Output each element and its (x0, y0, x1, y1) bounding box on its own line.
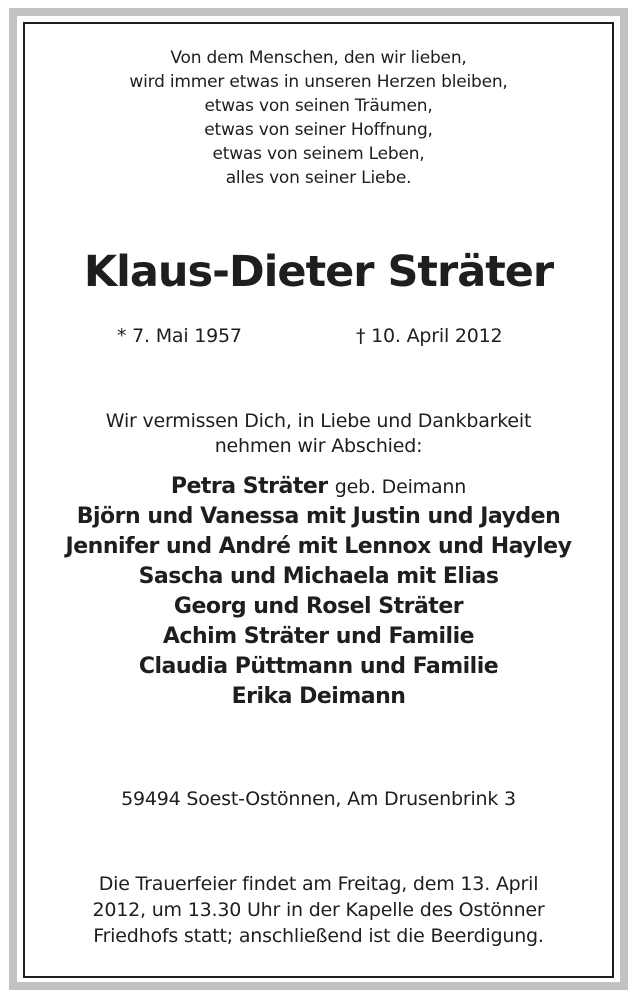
mourner-name: Björn und Vanessa mit Justin und Jayden (76, 504, 561, 529)
mourner-name (25, 472, 612, 502)
maiden-name: geb. Deimann (334, 476, 467, 498)
poem-line: wird immer etwas in unseren Herzen bleiben, (129, 72, 508, 92)
funeral-info-line: 2012, um 13.30 Uhr in der Kapelle des Ostönner (92, 899, 545, 921)
funeral-info-line: Die Trauerfeier findet am Freitag, dem 13. April (98, 873, 539, 895)
obituary-content (25, 24, 612, 976)
mourner-name: Achim Sträter und Familie (162, 624, 475, 649)
birth-date: * 7. Mai 1957 (117, 325, 242, 347)
mourner-primary: Petra Sträter (170, 474, 328, 499)
poem-line: alles von seiner Liebe. (225, 168, 412, 188)
funeral-info-line: Friedhofs statt; anschließend ist die Beerdigung. (93, 925, 544, 947)
mourner-name: Claudia Püttmann und Familie (138, 654, 499, 679)
mourner-name: Erika Deimann (231, 684, 406, 709)
mourner-name: Georg und Rosel Sträter (173, 594, 464, 619)
intro-line: nehmen wir Abschied: (214, 435, 423, 457)
intro-line: Wir vermissen Dich, in Liebe und Dankbarkeit (105, 410, 532, 432)
deceased-name: Klaus-Dieter Sträter (83, 247, 554, 297)
mourner-name: Sascha und Michaela mit Elias (138, 564, 499, 589)
poem-line: etwas von seiner Hoffnung, (204, 120, 433, 140)
poem-line: etwas von seinen Träumen, (204, 96, 433, 116)
poem-line: etwas von seinem Leben, (212, 144, 425, 164)
death-date: † 10. April 2012 (356, 325, 503, 347)
poem-line: Von dem Menschen, den wir lieben, (170, 48, 467, 68)
address: 59494 Soest-Ostönnen, Am Drusenbrink 3 (121, 788, 516, 810)
mourner-name: Jennifer und André mit Lennox und Hayley (65, 534, 572, 559)
